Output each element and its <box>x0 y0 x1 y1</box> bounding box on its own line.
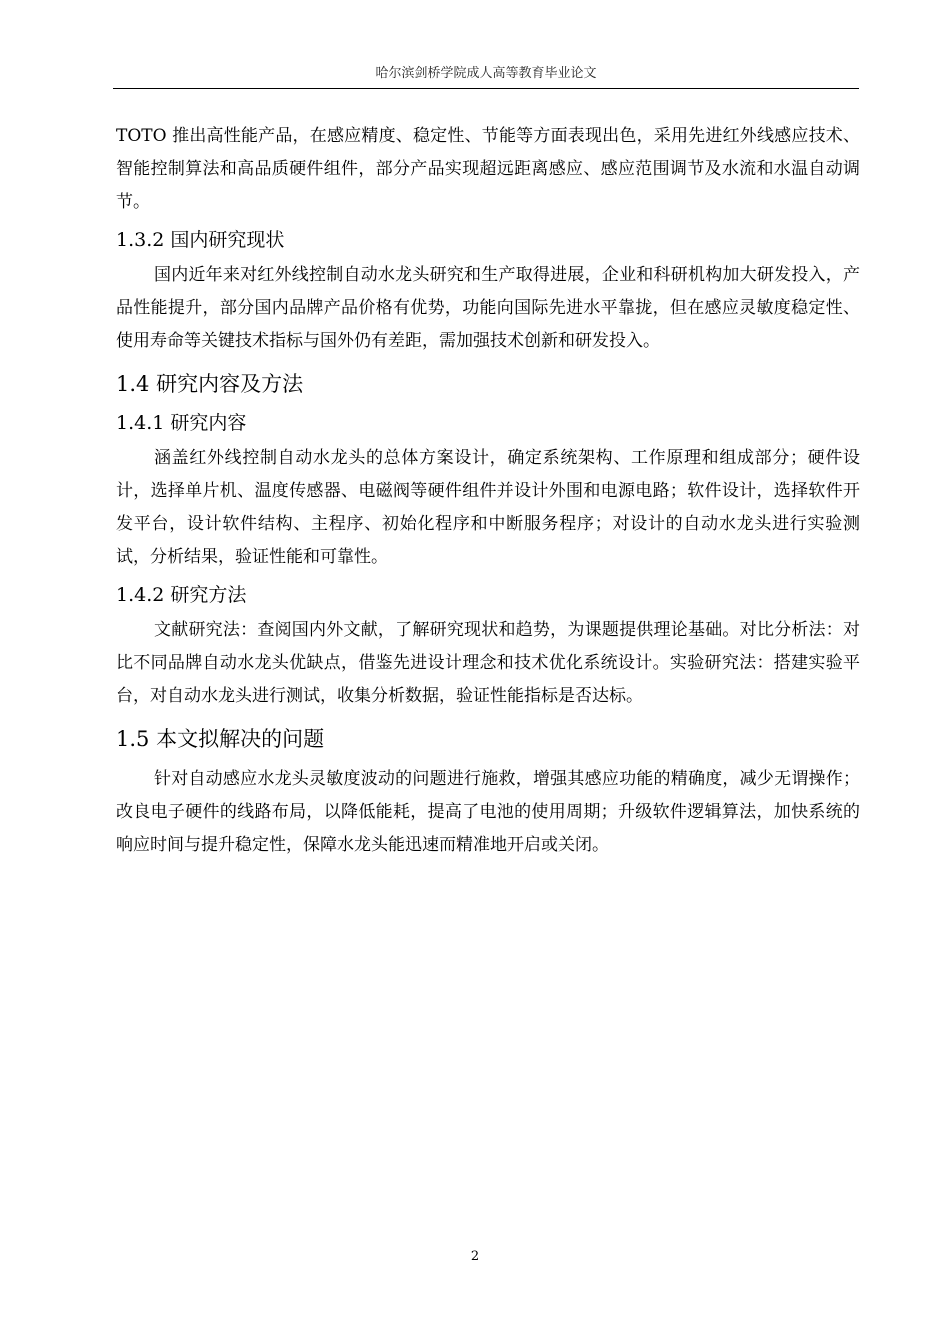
running-header: 哈尔滨剑桥学院成人高等教育毕业论文 <box>375 66 597 81</box>
page-body <box>116 120 860 862</box>
section-heading-1-4-1: 1.4.1 研究内容 <box>116 412 247 434</box>
section-heading-1-4-2: 1.4.2 研究方法 <box>116 584 247 606</box>
section-heading-1-4: 1.4 研究内容及方法 <box>116 372 304 396</box>
page-number: 2 <box>470 1249 480 1264</box>
paragraph-intro: TOTO 推出高性能产品，在感应精度、稳定性、节能等方面表现出色，采用先进红外线感应技术、智能控制算法和高品质硬件组件，部分产品实现超远距离感应、感应范围调节及水流和水温自动调节。 <box>116 126 860 212</box>
section-heading-1-5: 1.5 本文拟解决的问题 <box>116 727 325 751</box>
paragraph-research-content: 涵盖红外线控制自动水龙头的总体方案设计，确定系统架构、工作原理和组成部分；硬件设计，选择单片机、温度传感器、电磁阀等硬件组件并设计外围和电源电路；软件设计，选择软件开发平台，设计软件结构、主程序、初始化程序和中断服务程序；对设计的自动水龙头进行实验测试，分析结果，验证性能和可靠性。 <box>116 448 860 567</box>
paragraph-problems-to-solve: 针对自动感应水龙头灵敏度波动的问题进行施救，增强其感应功能的精确度，减少无谓操作；改良电子硬件的线路布局，以降低能耗，提高了电池的使用周期；升级软件逻辑算法，加快系统的响应时间与提升稳定性，保障水龙头能迅速而精准地开启或关闭。 <box>116 769 860 855</box>
paragraph-domestic-research: 国内近年来对红外线控制自动水龙头研究和生产取得进展，企业和科研机构加大研发投入，产品性能提升，部分国内品牌产品价格有优势，功能向国际先进水平靠拢，但在感应灵敏度稳定性、使用寿命等关键技术指标与国外仍有差距，需加强技术创新和研发投入。 <box>116 265 860 351</box>
paragraph-research-methods: 文献研究法：查阅国内外文献，了解研究现状和趋势，为课题提供理论基础。对比分析法：对比不同品牌自动水龙头优缺点，借鉴先进设计理念和技术优化系统设计。实验研究法：搭建实验平台，对自动水龙头进行测试，收集分析数据，验证性能指标是否达标。 <box>116 620 860 706</box>
section-heading-1-3-2: 1.3.2 国内研究现状 <box>116 229 285 251</box>
header-rule <box>113 88 859 89</box>
